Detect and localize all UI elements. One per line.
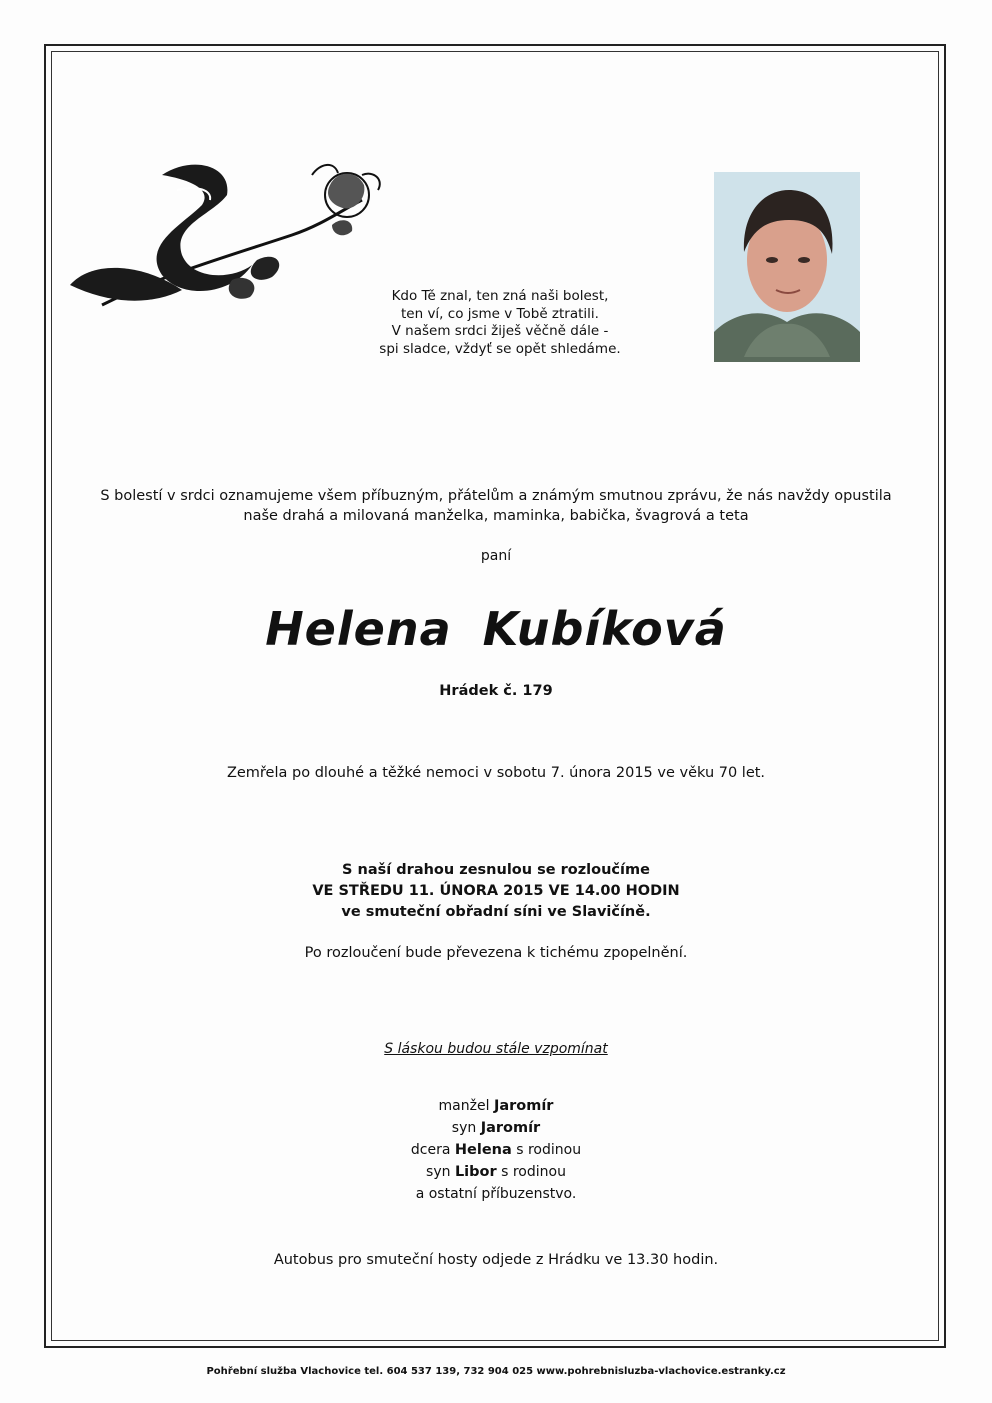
ceremony-line: ve smuteční obřadní síni ve Slavičíně. [341, 904, 651, 920]
deceased-address: Hrádek č. 179 [439, 683, 553, 699]
deceased-name: Helena Kubíková [265, 602, 727, 656]
title-prefix: paní [480, 548, 512, 564]
announcement-line: S bolestí v srdci oznamujeme všem příbuzným, přátelům a známým smutnou zprávu, že nás navždy opustila [100, 488, 892, 504]
family-name: Helena [454, 1142, 512, 1158]
family-relation: dcera [410, 1142, 451, 1158]
ceremony-line: S naší drahou zesnulou se rozloučíme [342, 862, 650, 878]
footer-funeral-service: Pohřební služba Vlachovice tel. 604 537 139, 732 904 025 www.pohrebnisluzba-vlachovice.estranky.cz [206, 1366, 786, 1377]
family-relation: syn [426, 1164, 451, 1180]
family-relation: syn [451, 1120, 477, 1136]
family-name: Jaromír [480, 1120, 541, 1136]
bus-note: Autobus pro smuteční hosty odjede z Hrádku ve 13.30 hodin. [273, 1252, 719, 1268]
cremation-note: Po rozloučení bude převezena k tichému zpopelnění. [304, 945, 688, 961]
verse-line: V našem srdci žiješ věčně dále - [391, 323, 609, 339]
family-suffix: s rodinou [516, 1142, 582, 1158]
announcement [60, 486, 932, 526]
memorial-verse [370, 288, 630, 358]
family-member [60, 1117, 932, 1139]
announcement-line: naše drahá a milovaná manželka, maminka, babička, švagrová a teta [243, 508, 749, 524]
family-last: a ostatní příbuzenstvo. [415, 1186, 577, 1202]
family-member [60, 1161, 932, 1183]
remember-heading: S láskou budou stále vzpomínat [384, 1041, 608, 1057]
portrait-photo [714, 172, 860, 362]
ceremony-line: VE STŘEDU 11. ÚNORA 2015 VE 14.00 HODIN [312, 883, 680, 899]
death-notice: Zemřela po dlouhé a těžké nemoci v sobotu 7. února 2015 ve věku 70 let. [226, 765, 766, 781]
family-member [60, 1139, 932, 1161]
verse-line: spi sladce, vždyť se opět shledáme. [379, 340, 621, 357]
family-relation: manžel [438, 1098, 490, 1114]
family-member [60, 1095, 932, 1117]
family-suffix: s rodinou [501, 1164, 566, 1180]
verse-line: ten ví, co jsme v Tobě ztratili. [401, 305, 599, 322]
rose-ornament [62, 155, 392, 330]
family-name: Libor [454, 1164, 497, 1180]
family-list [60, 1095, 932, 1205]
family-name: Jaromír [493, 1098, 554, 1114]
verse-line: Kdo Tě znal, ten zná naši bolest, [391, 288, 609, 304]
ceremony-info [60, 860, 932, 923]
